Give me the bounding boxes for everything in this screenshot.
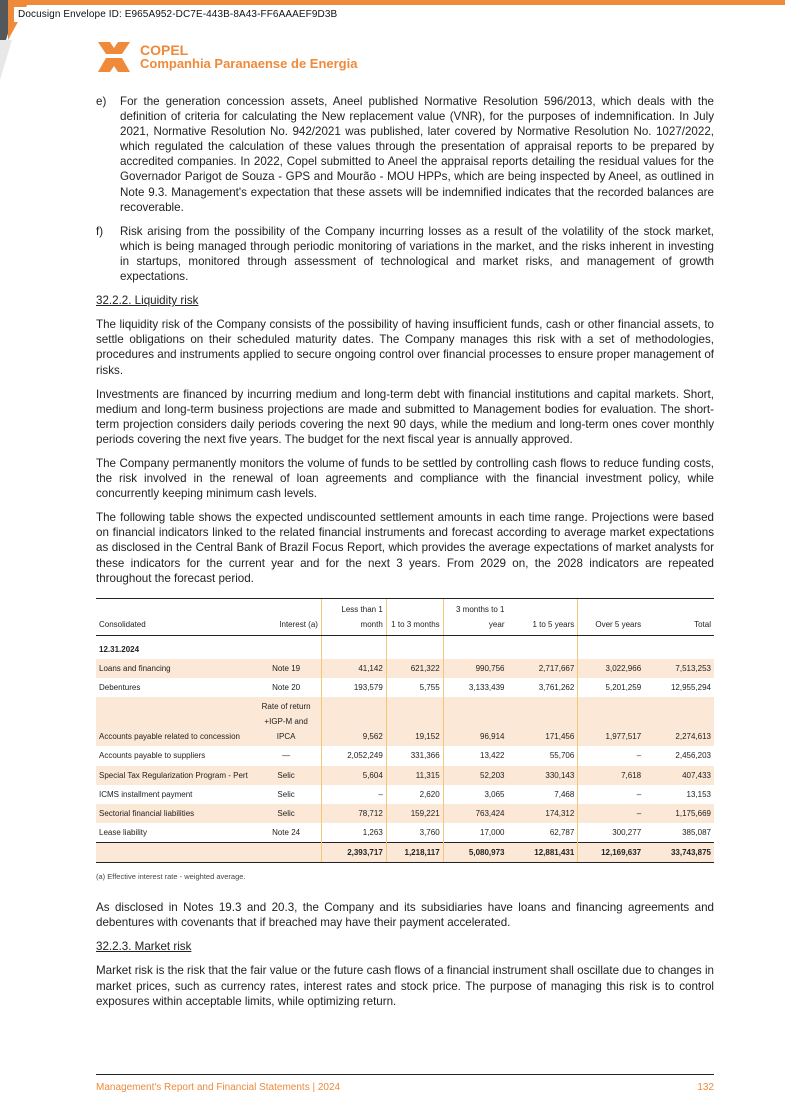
cell: 3,022,966: [578, 659, 644, 678]
logo-subtitle: Companhia Paranaense de Energia: [140, 56, 358, 71]
company-logo: [96, 40, 357, 74]
top-accent-bar: [0, 0, 785, 5]
list-item-f: [96, 224, 714, 284]
row-label: Lease liability: [99, 827, 148, 837]
cell: 11,315: [386, 766, 443, 785]
cell: 300,277: [578, 823, 644, 843]
item-text: For the generation concession assets, Aneel published Normative Resolution 596/2013, which deals with the definition of criteria for calculating the New replacement value (VNR), for the purposes of indemnification. In July 2021, Normative Resolution No. 942/2021 was published, later covered by Normative Resolution No. 1027/2022, which regulated the calculation of these values through the presentation of appraisal reports to be prepared by accredited companies. In 2022, Copel submitted to Aneel the appraisal reports detailing the residual values for the Governador Parigot de Souza - GPS and Mourão - MOU HPPs, which are being inspected by Aneel, as outlined in Note 9.3. Management's expectation that these assets will be indemnified indicates that the recorded balances are recoverable.: [120, 95, 714, 214]
total-cell: 12,169,637: [578, 842, 644, 862]
cell: 174,312: [507, 804, 577, 823]
table-row: [96, 804, 714, 823]
cell: 13,422: [443, 746, 507, 765]
cell-total: 1,175,669: [644, 804, 714, 823]
row-label: Sectorial financial liabilities: [96, 804, 251, 823]
cell: –: [321, 785, 386, 804]
row-interest: Note 24: [272, 827, 301, 837]
table-row: [96, 659, 714, 678]
table-row: [96, 746, 714, 765]
cell-total: 407,433: [644, 766, 714, 785]
cell-total: 2,456,203: [675, 751, 711, 761]
cell: 5,755: [386, 678, 443, 697]
cell: 7,468: [554, 789, 575, 799]
row-label: Loans and financing: [96, 659, 251, 678]
cell: 19,152: [386, 697, 443, 746]
col-header: 1 to 5 years: [507, 598, 577, 635]
row-interest: Selic: [277, 789, 295, 799]
col-header: 3 months to 1 year: [443, 598, 507, 635]
item-label: e): [96, 95, 107, 108]
cell: 1,263: [321, 823, 386, 843]
total-cell: 12,881,431: [507, 842, 577, 862]
col-header: Consolidated: [96, 598, 251, 635]
cell: 621,322: [386, 659, 443, 678]
corner-decoration-light: [0, 40, 12, 80]
total-cell: 2,393,717: [321, 842, 386, 862]
cell-total: 2,274,613: [644, 697, 714, 746]
cell-total: 7,513,253: [644, 659, 714, 678]
cell-total: 13,153: [686, 789, 711, 799]
table-footnote: (a) Effective interest rate - weighted average.: [96, 872, 246, 882]
item-label: f): [96, 224, 104, 238]
cell: 2,620: [386, 785, 443, 804]
cell: 96,914: [443, 697, 507, 746]
row-label: Accounts payable to suppliers: [99, 751, 206, 761]
cell: 171,456: [507, 697, 577, 746]
copel-logo-icon: [96, 40, 132, 74]
cell: 78,712: [321, 804, 386, 823]
paragraph: As disclosed in Notes 19.3 and 20.3, the Company and its subsidiaries have loans and financing agreements and debentures with covenants that if breached may have their payment accelerated.: [96, 901, 714, 930]
cell: 5,201,259: [578, 678, 644, 697]
col-header: Less than 1 month: [321, 598, 386, 635]
page-content: [96, 94, 714, 1018]
paragraph: The liquidity risk of the Company consists of the possibility of having insufficient funds, cash or other financial assets, to settle obligations on their scheduled maturity dates. The Company manages this risk with a set of methodologies, procedures and instruments applied to secure ongoing control over financial processes to ensure proper management of risks.: [96, 318, 714, 377]
cell-total: 12,955,294: [670, 683, 711, 693]
grand-total: 33,743,875: [644, 842, 714, 862]
docusign-envelope-id: Docusign Envelope ID: E965A952-DC7E-443B-8A43-FF6AAAEF9D3B: [14, 7, 341, 22]
cell: 2,052,249: [321, 746, 386, 765]
table-total-row: [96, 842, 714, 862]
table-row: [96, 766, 714, 785]
table-row: [96, 823, 714, 843]
cell: 62,787: [549, 827, 575, 837]
footer-title: Management's Report and Financial Statements | 2024: [96, 1082, 341, 1093]
cell: 41,142: [321, 659, 386, 678]
date-label: 12.31.2024: [99, 644, 140, 654]
table-row: [96, 678, 714, 697]
cell: 9,562: [321, 697, 386, 746]
cell: 3,760: [386, 823, 443, 843]
row-interest: Rate of return +IGP-M and IPCA: [251, 697, 321, 746]
cell: 7,618: [578, 766, 644, 785]
cell: 331,366: [386, 746, 443, 765]
row-label: ICMS installment payment: [99, 789, 193, 799]
cell: 52,203: [443, 766, 507, 785]
page-number: 132: [697, 1082, 714, 1093]
col-header: 1 to 3 months: [386, 598, 443, 635]
cell: 1,977,517: [578, 697, 644, 746]
table-date-row: [96, 635, 714, 659]
cell: 193,579: [321, 678, 386, 697]
cell: –: [578, 785, 644, 804]
row-label: Accounts payable related to concession: [96, 697, 251, 746]
cell: 159,221: [386, 804, 443, 823]
col-header: Total: [644, 598, 714, 635]
row-label: Debentures: [99, 683, 141, 693]
cell: 3,761,262: [538, 683, 575, 693]
total-cell: 1,218,117: [386, 842, 443, 862]
liquidity-risk-heading: 32.2.2. Liquidity risk: [96, 294, 199, 308]
cell: 17,000: [443, 823, 507, 843]
item-text: Risk arising from the possibility of the Company incurring losses as a result of the volatility of the stock market, which is being managed through periodic monitoring of variations in the market, and the risks inherent in investing in startups, monitored through assessment of technological and market risks, and management of growth expectations.: [120, 224, 714, 284]
row-interest: Note 19: [251, 659, 321, 678]
paragraph: Market risk is the risk that the fair value or the future cash flows of a financial instrument shall oscillate due to changes in market prices, such as currency rates, interest rates and stock price. The purpose of managing this risk is to control exposures within acceptable limits, while optimizing return.: [96, 964, 714, 1008]
cell: 763,424: [443, 804, 507, 823]
row-interest: Selic: [251, 766, 321, 785]
table-header-row: [96, 598, 714, 635]
row-interest: —: [282, 751, 291, 761]
cell: –: [578, 804, 644, 823]
paragraph: The Company permanently monitors the volume of funds to be settled by controlling cash flows to reduce funding costs, the risk involved in the renewal of loan agreements and compliance with the financial investment policy, while concurrently keeping minimum cash levels.: [96, 456, 714, 501]
cell: 990,756: [443, 659, 507, 678]
cell: 3,065: [443, 785, 507, 804]
cell: 5,604: [321, 766, 386, 785]
paragraph: The following table shows the expected undiscounted settlement amounts in each time range. Projections were based on financial indicators linked to the related financial instruments and forecast according to average market expectations as disclosed in the Central Bank of Brazil Focus Report, which provides the average expectations of market analysts for these indicators for the current year and for the next 3 years. From 2029 on, the 2028 indicators are repeated throughout the forecast period.: [96, 511, 714, 585]
footer-divider: [96, 1074, 714, 1075]
cell: –: [578, 746, 644, 765]
paragraph: Investments are financed by incurring medium and long-term debt with financial institutions and capital markets. Short, medium and long-term business projections are made and submitted to Management bodies for evaluation. The short-term projection considers daily periods covering the next 90 days, while the medium and long-term ones cover monthly periods covering the next five years. The budget for the next fiscal year is annually approved.: [96, 387, 714, 446]
col-header: Interest (a): [251, 598, 321, 635]
col-header: Over 5 years: [578, 598, 644, 635]
liquidity-table: [96, 598, 714, 863]
cell: 55,706: [549, 751, 575, 761]
list-item-e: [96, 94, 714, 215]
row-label: Special Tax Regularization Program - Pert: [96, 766, 251, 785]
cell: 3,133,439: [443, 678, 507, 697]
row-interest: Note 20: [272, 683, 301, 693]
cell-total: 385,087: [682, 827, 711, 837]
total-cell: 5,080,973: [443, 842, 507, 862]
logo-name: COPEL: [140, 42, 189, 58]
row-interest: Selic: [251, 804, 321, 823]
cell: 2,717,667: [507, 659, 577, 678]
table-row: [96, 697, 714, 746]
market-risk-heading: 32.2.3. Market risk: [96, 940, 192, 954]
table-row: [96, 785, 714, 804]
cell: 330,143: [507, 766, 577, 785]
